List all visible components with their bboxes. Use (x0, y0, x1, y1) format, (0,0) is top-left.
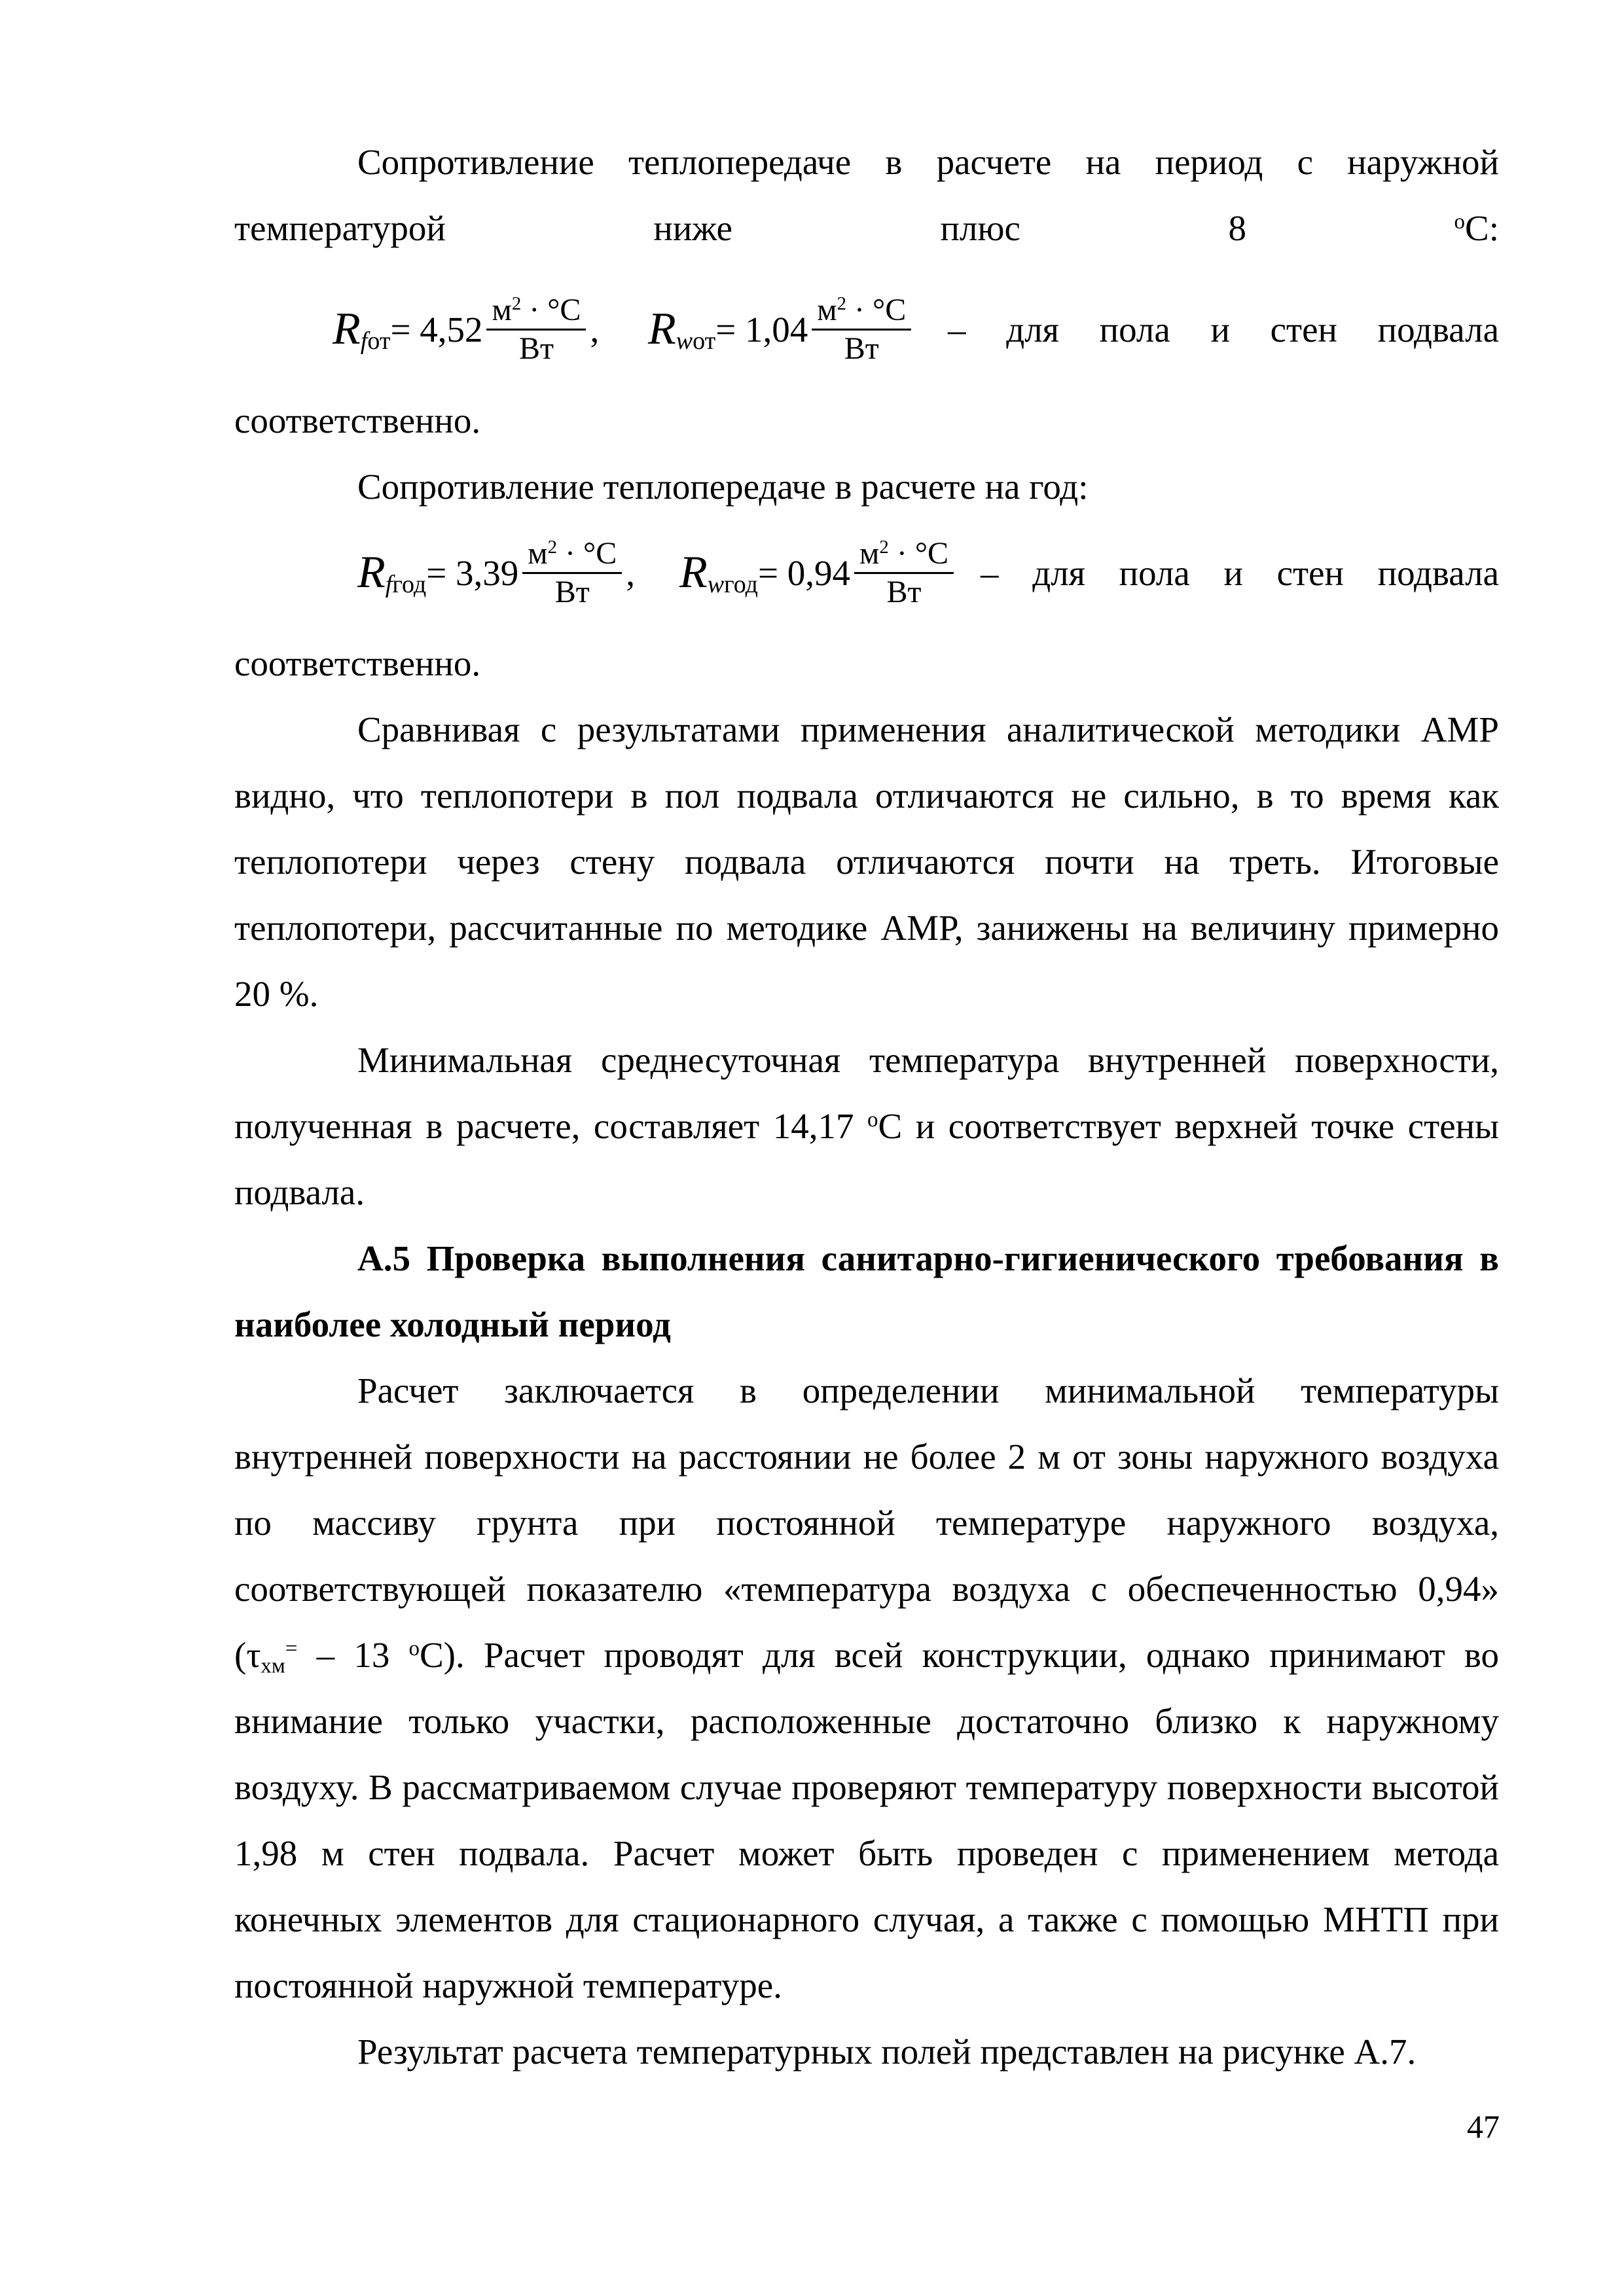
heading-text: А.5 Проверка выполнения санитарно-гигиенического требования в наиболее холодный период (234, 1238, 1499, 1344)
unit: · °С (521, 292, 581, 327)
paragraph-respectively-1 (234, 387, 1499, 454)
formula-year-floor (357, 524, 635, 622)
subscript: от (693, 327, 716, 355)
paragraph-min-temperature (234, 1027, 1499, 1225)
symbol-r: R (648, 304, 676, 354)
value: = 1,04 (715, 309, 808, 350)
text: Сравнивая с результатами применения аналитической методики АМР видно, что теплопотери в пол подвала отличаются не сильно, в то время как теплопотери через стену подвала отличаются почти на треть. Итоговые теплопотери, рассчитанные по методике АМР, занижены на величину примерно 20 %. (234, 709, 1499, 1014)
degree-mark: о (867, 1107, 878, 1132)
unit-sup: 2 (511, 293, 522, 314)
text: Минимальная среднесуточная температура внутренней поверхности, полученная в расчете, составляет 14,17 (234, 1040, 1499, 1146)
value: = 4,52 (390, 309, 483, 350)
value: = 0,94 (758, 552, 851, 593)
text: Результат расчета температурных полей представлен на рисунке А.7. (357, 2032, 1416, 2072)
text: соответственно. (234, 401, 481, 440)
unit: Вт (844, 331, 879, 366)
unit: м (817, 292, 837, 327)
formula-period-wall (648, 280, 915, 378)
text: Сопротивление теплопередаче в расчете на год: (357, 467, 1089, 507)
subscript: f (360, 327, 368, 355)
subscript: год (392, 571, 427, 598)
unit: Вт (886, 574, 922, 609)
text: – 13 (297, 1635, 409, 1675)
formula-period (234, 280, 1499, 378)
page-number: 47 (1467, 2108, 1500, 2145)
unit-fraction (812, 292, 911, 367)
formula-year-wall (679, 524, 958, 622)
paragraph-comparison (234, 696, 1499, 1027)
comma: , (590, 309, 600, 350)
text: Сопротивление теплопередаче в расчете на период с наружной температурой ниже плюс 8 (234, 142, 1499, 248)
paragraph-result (234, 2018, 1499, 2085)
unit-fraction (486, 292, 586, 367)
formula-period-floor (333, 280, 599, 378)
unit-sup: 2 (547, 536, 558, 558)
value: = 3,39 (426, 552, 519, 593)
comma: , (626, 552, 635, 593)
unit: · °С (888, 535, 949, 571)
unit: м (528, 535, 548, 571)
symbol-r: R (333, 304, 361, 354)
text: С). Расчет проводят для всей конструкции, однако принимают во внимание только участки, расположенные достаточно близко к наружному воздуху. В рассматриваемом случае проверяют температуру поверхности высотой 1,98 м стен подвала. Расчет может быть проведен с применением метода конечных элементов для стационарного случая, а также с помощью МНТП при постоянной наружной температуре. (234, 1635, 1499, 2005)
unit: Вт (518, 331, 554, 366)
unit-sup: 2 (879, 536, 889, 558)
text: – для пола и стен подвала (981, 552, 1499, 593)
paragraph-resistance-period (234, 129, 1499, 261)
paragraph-respectively-2 (234, 630, 1499, 696)
subscript: хм (261, 1654, 285, 1678)
unit-fraction (854, 535, 954, 611)
symbol-r: R (679, 547, 708, 598)
degree-mark: о (1454, 209, 1466, 234)
unit: · °С (557, 535, 617, 571)
unit-sup: 2 (837, 293, 847, 314)
symbol-r: R (357, 547, 386, 598)
text: С: (1465, 208, 1499, 248)
superscript: = (285, 1636, 298, 1660)
subscript: год (724, 571, 759, 598)
subscript: f (385, 571, 393, 598)
text: соответственно. (234, 643, 481, 683)
paragraph-calculation (234, 1357, 1499, 2018)
unit: Вт (554, 574, 590, 609)
unit: · °С (846, 292, 907, 327)
formula-period-tail (948, 280, 1499, 378)
unit: м (859, 535, 880, 571)
formula-year (234, 524, 1499, 622)
text: – для пола и стен подвала (948, 309, 1499, 350)
text: Расчет заключается в определении минимальной температуры внутренней поверхности на расстоянии не более 2 м от зоны наружного воздуха по массиву грунта при постоянной температуре наружного воздуха, соответствующей показателю «температура воздуха с обеспеченностью 0,94» (τ (234, 1371, 1499, 1675)
paragraph-resistance-year (234, 454, 1499, 520)
unit: м (492, 292, 512, 327)
subscript: w (676, 327, 693, 355)
subscript: w (707, 571, 725, 598)
degree-mark: о (408, 1636, 420, 1660)
text: С и соответствует верхней точке стены подвала. (234, 1106, 1499, 1212)
formula-year-tail (981, 524, 1499, 622)
section-heading (234, 1225, 1499, 1357)
subscript: от (367, 327, 391, 355)
unit-fraction (522, 535, 622, 611)
